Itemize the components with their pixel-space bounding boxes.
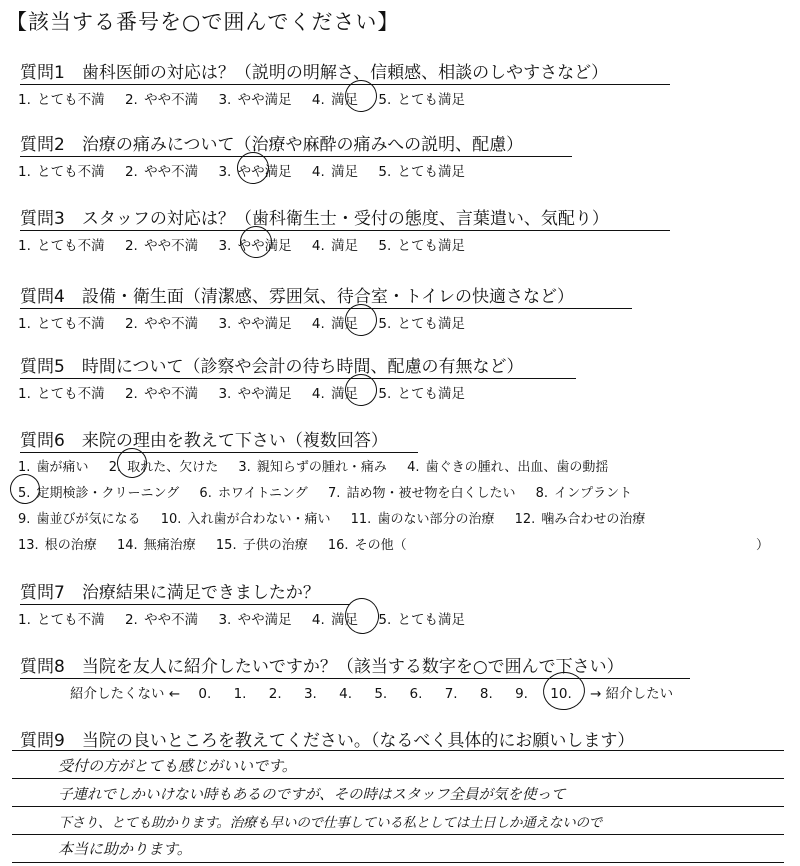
q6-row-2 <box>18 482 646 501</box>
q1-option-3[interactable]: 3. やや満足 <box>218 92 292 108</box>
q6-row-4 <box>18 534 421 553</box>
question-7-label: 質問7 <box>20 583 65 603</box>
question-2 <box>20 130 572 157</box>
q6-option-6[interactable]: 6. ホワイトニング <box>199 486 308 501</box>
q3-option-2[interactable]: 2. やや不満 <box>124 238 199 254</box>
question-4-label: 質問4 <box>20 287 65 307</box>
q2-option-3[interactable]: 3. やや満足 <box>218 164 292 180</box>
question-9 <box>20 726 634 751</box>
q8-number-8[interactable]: 8. <box>479 686 493 702</box>
question-4 <box>20 282 632 309</box>
question-8-label: 質問8 <box>20 657 65 677</box>
q4-option-1[interactable]: 1. とても不満 <box>18 316 105 332</box>
question-4-text: 設備・衛生面（清潔感、雰囲気、待合室・トイレの快適さなど） <box>81 287 574 307</box>
q5-option-5[interactable]: 5. とても満足 <box>378 386 466 402</box>
q6-option-10[interactable]: 10. 入れ歯が合わない・痛い <box>160 512 331 527</box>
question-1-text: 歯科医師の対応は？（説明の明解さ、信頼感、相談のしやすさなど） <box>81 63 609 83</box>
question-5 <box>20 352 576 379</box>
q6-option-12[interactable]: 12. 噛み合わせの治療 <box>514 512 646 527</box>
q7-option-4[interactable]: 4. 満足 <box>311 612 359 628</box>
q3-option-3[interactable]: 3. やや満足 <box>218 238 292 254</box>
q6-option-1[interactable]: 1. 歯が痛い <box>18 460 89 475</box>
page-header: 【該当する番号を○で囲んでください】 <box>6 10 400 34</box>
q5-option-2[interactable]: 2. やや不満 <box>124 386 199 402</box>
q4-option-5[interactable]: 5. とても満足 <box>378 316 466 332</box>
answer-text-line-4: 本当に助かります。 <box>58 840 192 858</box>
question-8-text: 当院を友人に紹介したいですか？（該当する数字を○で囲んで下さい） <box>81 657 624 677</box>
q8-number-10[interactable]: 10. <box>550 686 572 702</box>
q6-option-14[interactable]: 14. 無痛治療 <box>116 538 196 553</box>
q6-other-close-paren: ） <box>756 538 770 553</box>
answer-line-4 <box>12 834 784 835</box>
answer-line-3 <box>12 806 784 807</box>
question-2-text: 治療の痛みについて（治療や麻酔の痛みへの説明、配慮） <box>81 135 524 155</box>
question-6-label: 質問6 <box>20 431 65 451</box>
q2-option-2[interactable]: 2. やや不満 <box>124 164 199 180</box>
question-6-text: 来院の理由を教えて下さい（複数回答） <box>81 431 388 451</box>
q5-option-3[interactable]: 3. やや満足 <box>218 386 292 402</box>
question-5-options <box>18 382 479 402</box>
q5-option-4[interactable]: 4. 満足 <box>311 386 359 402</box>
q6-option-15[interactable]: 15. 子供の治療 <box>215 538 308 553</box>
answer-text-line-2: 子連れでしかいけない時もあるのですが、その時はスタッフ全員が気を使って <box>58 787 566 803</box>
q6-option-9[interactable]: 9. 歯並びが気になる <box>18 512 141 527</box>
q6-option-16[interactable]: 16. その他（ <box>327 538 407 553</box>
question-3-text: スタッフの対応は？（歯科衛生士・受付の態度、言葉遣い、気配り） <box>81 209 609 229</box>
answer-line-5 <box>12 862 784 863</box>
q1-option-2[interactable]: 2. やや不満 <box>124 92 199 108</box>
question-5-label: 質問5 <box>20 357 65 377</box>
q8-number-7[interactable]: 7. <box>444 686 458 702</box>
q8-right-label: → 紹介したい <box>590 686 674 702</box>
q6-option-13[interactable]: 13. 根の治療 <box>18 538 97 553</box>
question-1 <box>20 58 670 85</box>
question-2-label: 質問2 <box>20 135 65 155</box>
q2-option-4[interactable]: 4. 満足 <box>311 164 359 180</box>
q1-option-4[interactable]: 4. 満足 <box>311 92 359 108</box>
q6-row-3 <box>18 508 659 527</box>
question-9-label: 質問9 <box>20 731 65 751</box>
answer-text-line-1: 受付の方がとても感じがいいです。 <box>58 757 297 775</box>
q4-option-2[interactable]: 2. やや不満 <box>124 316 199 332</box>
question-4-options <box>18 312 479 332</box>
q8-number-3[interactable]: 3. <box>303 686 317 702</box>
q1-option-5[interactable]: 5. とても満足 <box>378 92 466 108</box>
q6-option-4[interactable]: 4. 歯ぐきの腫れ、出血、歯の動揺 <box>407 460 609 475</box>
q2-option-5[interactable]: 5. とても満足 <box>378 164 466 180</box>
answer-text-line-3: 下さり、とても助かります。治療も早いので仕事している私としては土日しか通えないので <box>58 815 602 831</box>
answer-line-1 <box>12 750 784 751</box>
question-3-label: 質問3 <box>20 209 65 229</box>
q7-option-3[interactable]: 3. やや満足 <box>218 612 292 628</box>
q6-option-2[interactable]: 2. 取れた、欠けた <box>108 460 219 475</box>
q8-number-9[interactable]: 9. <box>515 686 528 702</box>
question-3 <box>20 204 670 231</box>
answer-line-2 <box>12 778 784 779</box>
question-7-text: 治療結果に満足できましたか？ <box>81 583 320 603</box>
question-7 <box>20 578 350 605</box>
q6-option-7[interactable]: 7. 詰め物・被せ物を白くしたい <box>327 486 516 501</box>
q8-number-2[interactable]: 2. <box>268 686 282 702</box>
q1-option-1[interactable]: 1. とても不満 <box>18 92 105 108</box>
q3-option-4[interactable]: 4. 満足 <box>311 238 359 254</box>
question-8 <box>20 652 690 679</box>
q2-option-1[interactable]: 1. とても不満 <box>18 164 105 180</box>
question-9-text: 当院の良いところを教えてください。（なるべく具体的にお願いします） <box>81 731 635 751</box>
q8-number-1[interactable]: 1. <box>233 686 247 702</box>
q6-option-8[interactable]: 8. インプラント <box>535 486 633 501</box>
q6-option-3[interactable]: 3. 親知らずの腫れ・痛み <box>238 460 387 475</box>
question-7-options <box>18 608 479 628</box>
q3-option-5[interactable]: 5. とても満足 <box>378 238 466 254</box>
q5-option-1[interactable]: 1. とても不満 <box>18 386 105 402</box>
q7-option-5[interactable]: 5. とても満足 <box>378 612 466 628</box>
q8-number-5[interactable]: 5. <box>374 686 388 702</box>
question-1-options <box>18 88 479 108</box>
question-1-label: 質問1 <box>20 63 65 83</box>
q4-option-3[interactable]: 3. やや満足 <box>218 316 292 332</box>
q8-number-0[interactable]: 0. <box>198 686 212 702</box>
question-6 <box>20 426 418 453</box>
q7-option-1[interactable]: 1. とても不満 <box>18 612 105 628</box>
q6-option-5[interactable]: 5. 定期検診・クリーニング <box>18 486 180 501</box>
q3-option-1[interactable]: 1. とても不満 <box>18 238 105 254</box>
q8-left-label: 紹介したくない ← <box>70 686 181 702</box>
question-5-text: 時間について（診察や会計の待ち時間、配慮の有無など） <box>81 357 524 377</box>
q6-row-1 <box>18 456 622 475</box>
q8-number-4[interactable]: 4. <box>339 686 353 702</box>
q7-option-2[interactable]: 2. やや不満 <box>124 612 199 628</box>
q6-option-11[interactable]: 11. 歯のない部分の治療 <box>350 512 495 527</box>
q8-number-6[interactable]: 6. <box>409 686 423 702</box>
q4-option-4[interactable]: 4. 満足 <box>311 316 359 332</box>
